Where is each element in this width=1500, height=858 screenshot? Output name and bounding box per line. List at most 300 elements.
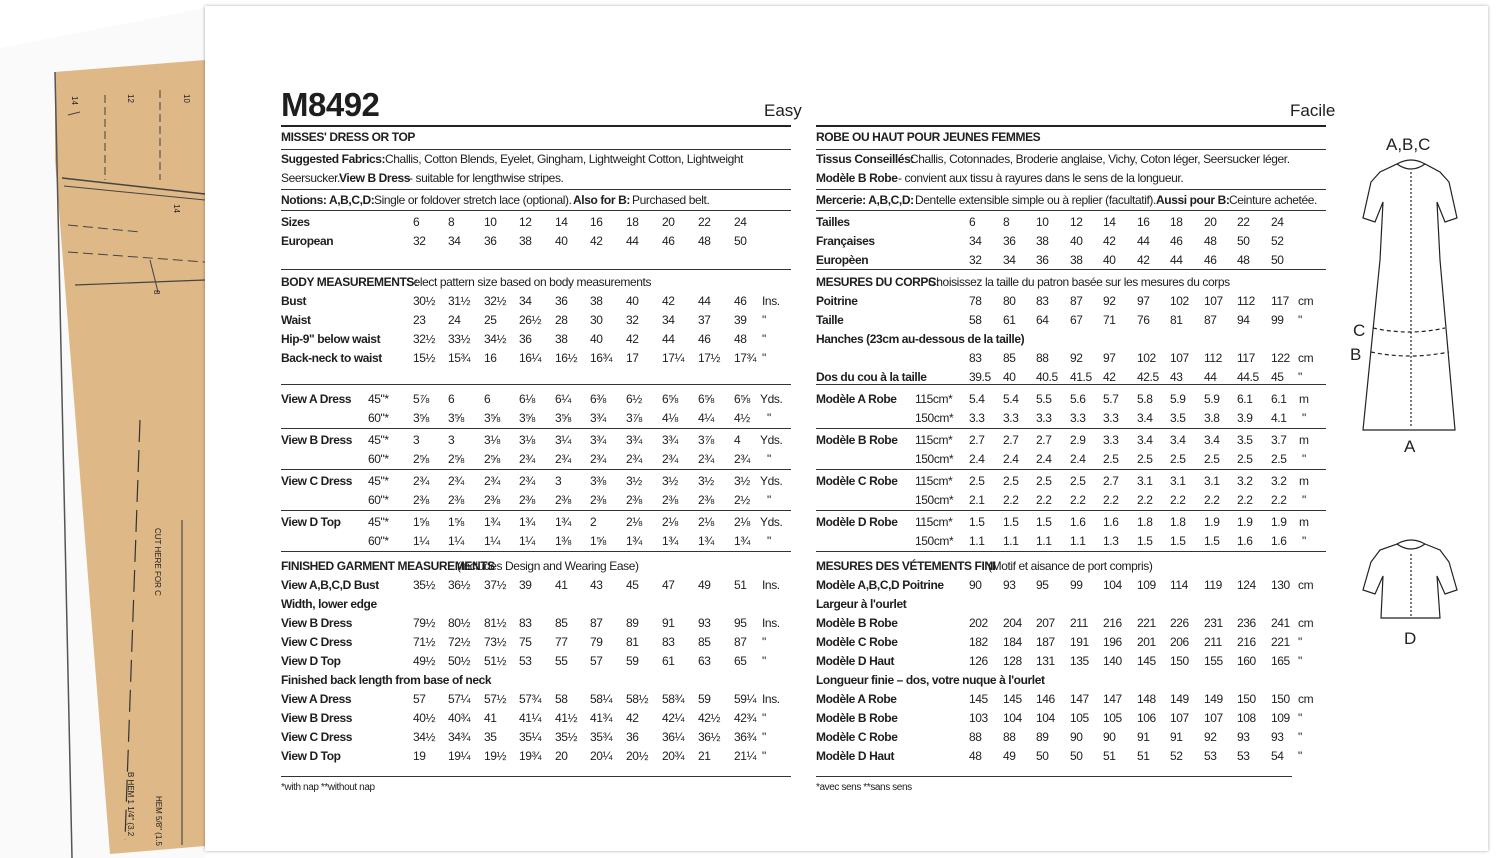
notions-also: Also for B: (573, 193, 630, 207)
table-cell: 3⅞ (626, 411, 642, 425)
table-cell: 88 (1036, 351, 1049, 365)
table-cell: 42¼ (662, 711, 685, 725)
fabric-width: 45"* (368, 392, 389, 406)
table-cell: 59 (698, 692, 711, 706)
subsection-label: Longueur finie – dos, votre nuque à l'ourlet (816, 673, 1045, 687)
table-cell: 19¼ (448, 749, 471, 763)
section-rule (816, 551, 1326, 552)
table-cell: 1.9 (1204, 515, 1220, 529)
table-cell: 57¼ (448, 692, 471, 706)
tissue-mark: 12 (126, 94, 135, 103)
table-cell: 5.4 (1003, 392, 1019, 406)
table-cell: 67 (1070, 313, 1083, 327)
table-cell: 1¾ (519, 515, 535, 529)
table-cell: 207 (1036, 616, 1055, 630)
table-cell: 50 (734, 234, 747, 248)
table-cell: 44 (626, 234, 639, 248)
table-cell: 2⅜ (519, 493, 535, 507)
table-cell: 117 (1237, 351, 1255, 365)
table-cell: 2¾ (590, 452, 606, 466)
row-label: Modèle C Robe (816, 730, 898, 744)
table-cell: 55 (555, 654, 568, 668)
table-cell: 2¾ (734, 452, 750, 466)
table-cell: 38 (1070, 253, 1083, 267)
table-cell: 38 (555, 332, 568, 346)
table-cell: 12 (1070, 215, 1083, 229)
fabric-width: 150cm* (915, 534, 954, 548)
table-cell: 19 (413, 749, 426, 763)
section-rule (281, 428, 791, 429)
footnote: *avec sens **sans sens (816, 782, 912, 793)
table-cell: 2⅜ (555, 493, 571, 507)
table-cell: 150 (1170, 654, 1189, 668)
table-cell: 216 (1103, 616, 1122, 630)
row-label: Back-neck to waist (281, 351, 382, 365)
table-cell: 34½ (484, 332, 507, 346)
table-cell: 16¾ (590, 351, 613, 365)
table-cell: 3⅝ (448, 411, 464, 425)
table-cell: 36 (555, 294, 568, 308)
table-cell: 2¾ (448, 474, 464, 488)
table-cell: 2.4 (969, 452, 985, 466)
view-d-marker: D (1404, 629, 1417, 648)
table-cell: 3.3 (1036, 411, 1052, 425)
table-cell: 57¾ (519, 692, 542, 706)
table-cell: 2.4 (1003, 452, 1019, 466)
footnote: *with nap **without nap (281, 782, 375, 793)
table-cell: 3⅞ (698, 433, 714, 447)
body-text: Choisissez la taille du patron basée sur les mesures du corps (928, 275, 1230, 289)
table-cell: 59¼ (734, 692, 757, 706)
table-cell: 2¾ (484, 474, 500, 488)
table-cell: 3⅝ (413, 411, 429, 425)
table-cell: 41.5 (1070, 370, 1092, 384)
table-cell: 8 (1003, 215, 1010, 229)
table-cell: 2.7 (1036, 433, 1052, 447)
table-cell: 54 (1271, 749, 1284, 763)
table-cell: 4⅛ (662, 411, 678, 425)
table-cell: 48 (698, 234, 711, 248)
table-cell: 40 (555, 234, 568, 248)
tissue-mark: B HEM 1 1/4" (3.2 (126, 772, 135, 837)
row-label: Modèle C Robe (816, 474, 898, 488)
fabrics-view-b-text: - suitable for lengthwise stripes. (409, 171, 564, 185)
table-cell: 226 (1170, 616, 1189, 630)
body-label: BODY MEASUREMENTS: (281, 275, 418, 289)
table-cell: 48 (1237, 253, 1250, 267)
table-cell: 40 (1103, 253, 1116, 267)
unit-label: " (1298, 654, 1302, 668)
table-cell: 3¾ (590, 433, 606, 447)
unit-label: " (1298, 313, 1302, 327)
table-cell: 140 (1103, 654, 1122, 668)
table-cell: 12 (519, 215, 532, 229)
table-cell: 23 (413, 313, 426, 327)
table-cell: 3.3 (1103, 433, 1119, 447)
table-cell: 149 (1204, 692, 1223, 706)
table-cell: 2¾ (662, 452, 678, 466)
table-cell: 2¾ (555, 452, 571, 466)
table-cell: 2⅛ (734, 515, 750, 529)
unit-label: " (1298, 711, 1302, 725)
table-cell: 51½ (484, 654, 507, 668)
table-cell: 107 (1204, 711, 1223, 725)
table-cell: 1.5 (969, 515, 985, 529)
table-cell: 2.2 (1271, 493, 1287, 507)
table-cell: 18 (1170, 215, 1183, 229)
table-cell: 65 (734, 654, 747, 668)
unit-label: Ins. (762, 616, 780, 630)
table-cell: 35½ (413, 578, 436, 592)
table-cell: 19¾ (519, 749, 542, 763)
tissue-mark: 10 (182, 94, 191, 103)
table-cell: 117 (1271, 294, 1289, 308)
table-cell: 80 (1003, 294, 1016, 308)
table-cell: 109 (1271, 711, 1290, 725)
table-cell: 81 (626, 635, 639, 649)
fabrics-label: Tissus Conseillés: (816, 152, 914, 166)
table-cell: 24 (1271, 215, 1284, 229)
table-cell: 40¾ (448, 711, 471, 725)
table-cell: 2.7 (1103, 474, 1119, 488)
table-cell: 184 (1003, 635, 1022, 649)
row-label: View B Dress (281, 711, 353, 725)
row-label: Poitrine (816, 294, 858, 308)
table-cell: 145 (969, 692, 988, 706)
view-a-marker: A (1404, 437, 1416, 456)
finished-label: FINISHED GARMENT MEASUREMENTS (281, 559, 495, 573)
table-cell: 119 (1204, 578, 1222, 592)
table-cell: 83 (1036, 294, 1049, 308)
row-label: View D Top (281, 654, 341, 668)
table-cell: 2¾ (519, 452, 535, 466)
table-cell: 2.2 (1036, 493, 1052, 507)
unit-label: cm (1298, 578, 1314, 592)
table-cell: 52 (1170, 749, 1183, 763)
table-cell: 24 (734, 215, 747, 229)
tissue-mark: 14 (70, 96, 79, 105)
table-cell: 211 (1070, 616, 1088, 630)
table-cell: 58¼ (590, 692, 613, 706)
table-cell: 36¼ (662, 730, 685, 744)
table-cell: 59 (626, 654, 639, 668)
fabric-width: 115cm* (915, 392, 953, 406)
table-cell: 89 (626, 616, 639, 630)
table-cell: 2⅜ (662, 493, 678, 507)
view-c-marker: C (1353, 321, 1366, 340)
table-cell: 6⅝ (698, 392, 714, 406)
table-cell: 216 (1237, 635, 1256, 649)
table-cell: 34 (969, 234, 982, 248)
table-cell: 1¼ (448, 534, 464, 548)
table-cell: 19½ (484, 749, 507, 763)
table-cell: 2½ (734, 493, 750, 507)
unit-label: " (1298, 730, 1302, 744)
table-cell: 39.5 (969, 370, 991, 384)
unit-label: Yds. (760, 515, 783, 529)
section-title: ROBE OU HAUT POUR JEUNES FEMMES (816, 130, 1041, 144)
tissue-mark: HEM 5/8" (1.5 (154, 796, 163, 846)
table-cell: 3.9 (1237, 411, 1253, 425)
table-cell: 8 (448, 215, 455, 229)
table-cell: 3⅝ (519, 411, 535, 425)
table-cell: 3⅝ (555, 411, 571, 425)
table-cell: 42 (626, 332, 639, 346)
table-cell: 2⅛ (662, 515, 678, 529)
notions-label: Mercerie: A,B,C,D: (816, 193, 914, 207)
table-cell: 103 (969, 711, 988, 725)
finished-text: (Motif et aisance de port compris) (988, 559, 1153, 573)
table-cell: 2.5 (1103, 452, 1119, 466)
table-cell: 79½ (413, 616, 436, 630)
table-cell: 88 (1003, 730, 1016, 744)
table-cell: 28 (555, 313, 568, 327)
table-cell: 3½ (662, 474, 678, 488)
row-label: View C Dress (281, 730, 353, 744)
row-label: Modèle A,B,C,D Poitrine (816, 578, 944, 592)
table-cell: 39 (519, 578, 532, 592)
table-cell: 17 (626, 351, 639, 365)
table-cell: 44 (662, 332, 675, 346)
table-cell: 40.5 (1036, 370, 1058, 384)
table-cell: 1.6 (1271, 534, 1287, 548)
table-cell: 20¾ (662, 749, 685, 763)
table-cell: 126 (969, 654, 988, 668)
fabric-width: 45"* (368, 433, 389, 447)
table-cell: 18 (626, 215, 639, 229)
section-rule (816, 210, 1326, 211)
table-cell: 1¾ (626, 534, 642, 548)
table-cell: 94 (1237, 313, 1250, 327)
table-cell: 41¼ (519, 711, 542, 725)
body-label: MESURES DU CORPS: (816, 275, 940, 289)
row-label: View C Dress (281, 635, 353, 649)
table-cell: 61 (1003, 313, 1016, 327)
table-cell: 2.5 (1137, 452, 1153, 466)
unit-label: " (762, 351, 766, 365)
table-cell: 2.2 (1137, 493, 1153, 507)
table-cell: 2⅝ (413, 452, 429, 466)
table-cell: 39 (734, 313, 747, 327)
fabric-width: 115cm* (915, 515, 953, 529)
table-cell: 51 (1137, 749, 1150, 763)
table-cell: 2.2 (1237, 493, 1253, 507)
unit-label: cm (1298, 294, 1314, 308)
table-cell: 150 (1271, 692, 1290, 706)
table-cell: 38 (1036, 234, 1049, 248)
table-cell: 31½ (448, 294, 471, 308)
table-cell: 1¾ (484, 515, 500, 529)
table-cell: 2⅛ (698, 515, 714, 529)
table-cell: 76 (1137, 313, 1150, 327)
table-cell: 1.5 (1036, 515, 1052, 529)
table-cell: 1¼ (484, 534, 500, 548)
table-cell: 145 (1003, 692, 1022, 706)
fabric-width: 150cm* (915, 452, 954, 466)
fabric-width: 115cm* (915, 433, 953, 447)
table-cell: 71 (1103, 313, 1116, 327)
table-cell: 34 (519, 294, 532, 308)
table-cell: 135 (1070, 654, 1089, 668)
dress-views-label: A,B,C (1386, 135, 1431, 154)
subsection-label: Largeur à l'ourlet (816, 597, 907, 611)
table-cell: 3½ (734, 474, 750, 488)
fabric-width: 45"* (368, 515, 389, 529)
table-cell: 1.5 (1204, 534, 1220, 548)
fabric-width: 150cm* (915, 493, 954, 507)
table-cell: 3⅝ (484, 411, 500, 425)
table-cell: 2.5 (1003, 474, 1019, 488)
table-cell: 17½ (698, 351, 721, 365)
table-cell: 61 (662, 654, 675, 668)
row-label: Modèle D Haut (816, 654, 895, 668)
table-cell: 149 (1170, 692, 1189, 706)
section-title: MISSES' DRESS OR TOP (281, 130, 415, 144)
table-cell: 20¼ (590, 749, 613, 763)
table-cell: 34 (662, 313, 675, 327)
table-cell: 3¾ (626, 433, 642, 447)
unit-label: cm (1298, 616, 1314, 630)
table-cell: 3.4 (1137, 411, 1153, 425)
unit-label: " (767, 411, 771, 425)
table-cell: 2⅝ (484, 452, 500, 466)
section-rule (281, 189, 791, 190)
row-label: View A Dress (281, 692, 352, 706)
table-cell: 5.8 (1137, 392, 1153, 406)
table-cell: 58¾ (662, 692, 685, 706)
table-cell: 6⅛ (519, 392, 535, 406)
unit-label: " (1302, 452, 1306, 466)
section-rule (816, 428, 1326, 429)
table-cell: 1.8 (1137, 515, 1153, 529)
table-cell: 2.5 (969, 474, 985, 488)
subsection-label: Width, lower edge (281, 597, 377, 611)
table-cell: 1.1 (1003, 534, 1019, 548)
table-cell: 44 (698, 294, 711, 308)
table-cell: 2.5 (1170, 452, 1186, 466)
section-rule (816, 149, 1326, 150)
row-label: Modèle B Robe (816, 616, 898, 630)
unit-label: Ins. (762, 578, 780, 592)
body-text: Select pattern size based on body measurements (406, 275, 652, 289)
table-cell: 79 (590, 635, 603, 649)
table-cell: 99 (1070, 578, 1083, 592)
fabrics-view-b: Modèle B Robe (816, 171, 898, 185)
table-cell: 87 (1204, 313, 1217, 327)
table-cell: 1¾ (662, 534, 678, 548)
unit-label: " (762, 711, 766, 725)
table-cell: 32 (969, 253, 982, 267)
table-cell: 97 (1103, 351, 1116, 365)
fabrics-view-b: View B Dress (339, 171, 411, 185)
table-cell: 2.2 (1070, 493, 1086, 507)
table-cell: 91 (662, 616, 675, 630)
table-cell: 3 (413, 433, 420, 447)
table-cell: 5.7 (1103, 392, 1119, 406)
table-cell: 30 (590, 313, 603, 327)
unit-label: Ins. (762, 294, 780, 308)
table-cell: 50 (1036, 749, 1049, 763)
table-cell: 40 (626, 294, 639, 308)
unit-label: Yds. (760, 433, 783, 447)
row-label: Dos du cou à la taille (816, 370, 927, 384)
table-cell: 106 (1137, 711, 1156, 725)
table-cell: 147 (1103, 692, 1122, 706)
section-rule (281, 551, 791, 552)
table-cell: 130 (1271, 578, 1290, 592)
sizes-label: Tailles (816, 215, 850, 229)
table-cell: 40 (1003, 370, 1016, 384)
tissue-mark: CUT HERE FOR C (153, 528, 162, 596)
table-cell: 80½ (448, 616, 471, 630)
table-cell: 1⅜ (555, 534, 571, 548)
table-cell: 42.5 (1137, 370, 1159, 384)
row-label: View B Dress (281, 433, 353, 447)
table-cell: 42 (1137, 253, 1150, 267)
table-cell: 3.1 (1170, 474, 1186, 488)
table-cell: 44 (1137, 234, 1150, 248)
table-cell: 1.6 (1103, 515, 1119, 529)
table-cell: 53 (1204, 749, 1217, 763)
table-cell: 58½ (626, 692, 649, 706)
table-cell: 46 (1204, 253, 1217, 267)
row-label: Modèle C Robe (816, 635, 898, 649)
header-rule-fr (816, 125, 1326, 127)
table-cell: 41 (484, 711, 497, 725)
row-label: Modèle B Robe (816, 433, 898, 447)
table-cell: 2¾ (519, 474, 535, 488)
section-rule (816, 269, 1326, 270)
table-cell: 42 (1103, 234, 1116, 248)
tissue-mark: 14 (172, 204, 181, 213)
table-cell: 51 (1103, 749, 1116, 763)
table-cell: 75 (519, 635, 532, 649)
unit-label: m (1299, 433, 1309, 447)
table-cell: 15¾ (448, 351, 471, 365)
table-cell: 73½ (484, 635, 507, 649)
notions-also-text: Purchased belt. (632, 193, 710, 207)
table-cell: 204 (1003, 616, 1022, 630)
table-cell: 2.2 (1170, 493, 1186, 507)
table-cell: 104 (1036, 711, 1055, 725)
notions-text: Single or foldover stretch lace (optional). (374, 193, 572, 207)
table-cell: 41¾ (590, 711, 613, 725)
table-cell: 124 (1237, 578, 1256, 592)
section-rule (281, 776, 791, 777)
table-cell: 3.5 (1170, 411, 1186, 425)
table-cell: 32½ (484, 294, 507, 308)
table-cell: 47 (662, 578, 675, 592)
fabrics-view-b-text: - convient aux tissu à rayures dans le sens de la longueur. (898, 171, 1184, 185)
table-cell: 92 (1204, 730, 1217, 744)
table-cell: 34½ (413, 730, 436, 744)
difficulty-en: Easy (764, 101, 802, 120)
table-cell: 50 (1271, 253, 1284, 267)
fabric-width: 60"* (368, 493, 389, 507)
table-cell: 91 (1137, 730, 1150, 744)
table-cell: 49 (1003, 749, 1016, 763)
table-cell: 16 (484, 351, 497, 365)
row-label: View B Dress (281, 616, 353, 630)
section-rule (816, 469, 1326, 470)
table-cell: 3¾ (590, 411, 606, 425)
table-cell: 40 (1070, 234, 1083, 248)
european-label: European (281, 234, 334, 248)
table-cell: 1.9 (1237, 515, 1253, 529)
row-label: Taille (816, 313, 844, 327)
table-cell: 2⅜ (626, 493, 642, 507)
table-cell: 99 (1271, 313, 1284, 327)
